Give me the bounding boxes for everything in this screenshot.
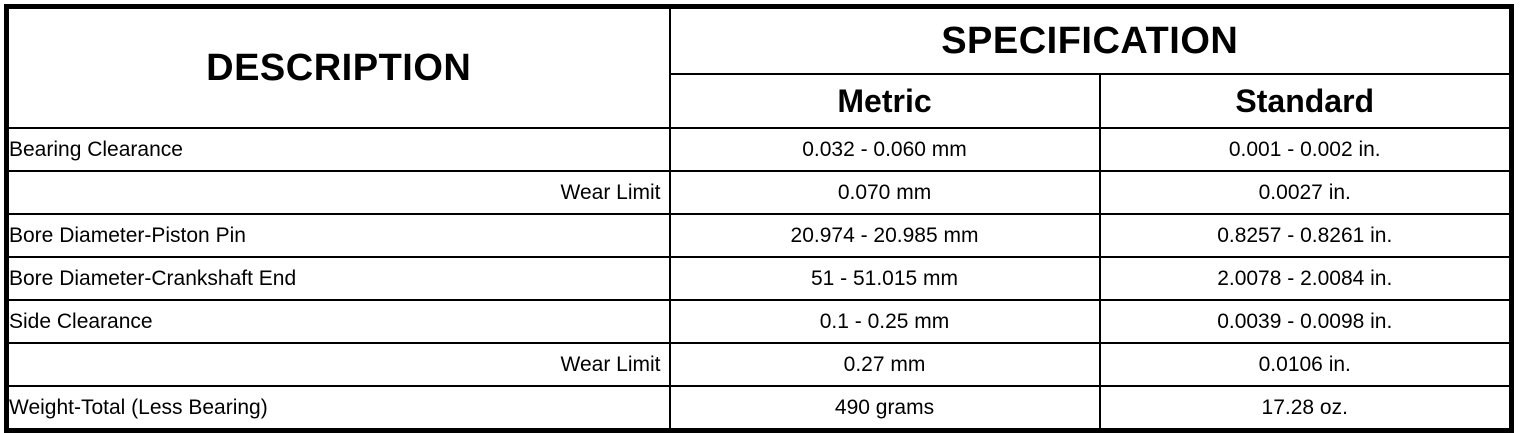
header-standard: Standard <box>1100 74 1512 128</box>
row-metric-value: 0.070 mm <box>670 171 1100 214</box>
specification-table <box>4 4 1514 433</box>
header-specification: SPECIFICATION <box>670 7 1512 75</box>
row-standard-value: 0.0106 in. <box>1100 343 1512 386</box>
row-metric-value: 0.27 mm <box>670 343 1100 386</box>
row-standard-value: 0.0027 in. <box>1100 171 1512 214</box>
row-standard-value: 17.28 oz. <box>1100 386 1512 431</box>
row-metric-value: 0.1 - 0.25 mm <box>670 300 1100 343</box>
table-row <box>7 300 1512 343</box>
header-description: DESCRIPTION <box>7 7 670 129</box>
table-row <box>7 171 1512 214</box>
table-row <box>7 257 1512 300</box>
row-metric-value: 0.032 - 0.060 mm <box>670 128 1100 171</box>
row-description: Bore Diameter-Piston Pin <box>7 214 670 257</box>
header-metric: Metric <box>670 74 1100 128</box>
table-header-row-primary <box>7 7 1512 75</box>
row-metric-value: 20.974 - 20.985 mm <box>670 214 1100 257</box>
row-description: Bearing Clearance <box>7 128 670 171</box>
row-metric-value: 490 grams <box>670 386 1100 431</box>
table-row <box>7 214 1512 257</box>
row-description: Weight-Total (Less Bearing) <box>7 386 670 431</box>
table-row <box>7 128 1512 171</box>
row-standard-value: 2.0078 - 2.0084 in. <box>1100 257 1512 300</box>
row-metric-value: 51 - 51.015 mm <box>670 257 1100 300</box>
table-row <box>7 386 1512 431</box>
row-description: Bore Diameter-Crankshaft End <box>7 257 670 300</box>
row-standard-value: 0.0039 - 0.0098 in. <box>1100 300 1512 343</box>
row-standard-value: 0.001 - 0.002 in. <box>1100 128 1512 171</box>
row-description: Side Clearance <box>7 300 670 343</box>
row-description: Wear Limit <box>7 171 670 214</box>
row-description: Wear Limit <box>7 343 670 386</box>
table-row <box>7 343 1512 386</box>
row-standard-value: 0.8257 - 0.8261 in. <box>1100 214 1512 257</box>
